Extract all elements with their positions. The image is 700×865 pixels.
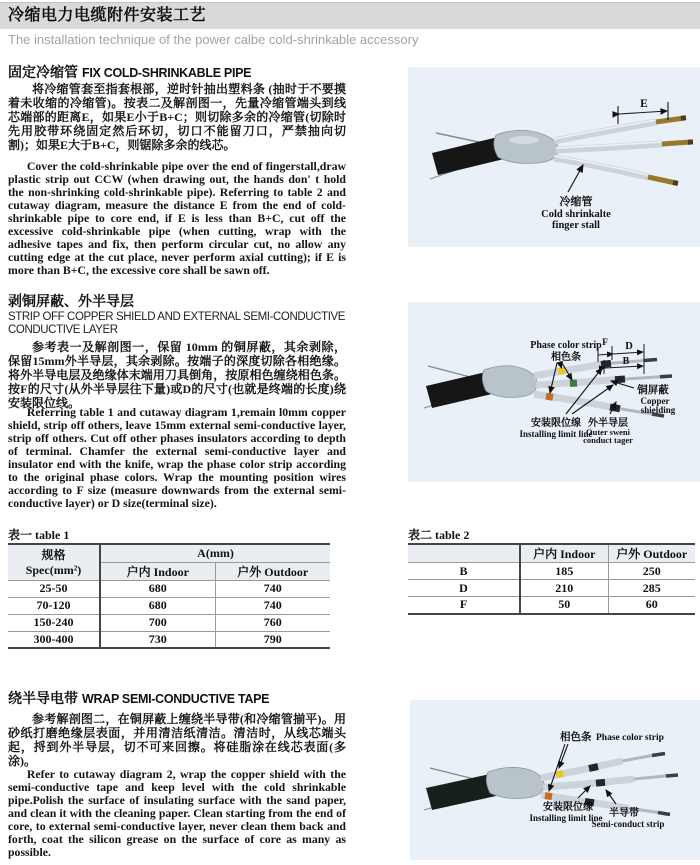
fingerstall-body <box>486 767 544 798</box>
section-fix-heading <box>8 62 251 82</box>
phase-label-zh: 相色条 <box>560 731 592 743</box>
cable-jacket <box>426 774 496 810</box>
table-row <box>408 580 695 597</box>
table-2 <box>408 543 695 615</box>
table1-cell: 730 <box>100 631 215 648</box>
fingerstall-body <box>482 366 537 398</box>
copper-label-en2: shielding <box>640 405 676 415</box>
table-row <box>408 597 695 614</box>
dim-b-label: B <box>622 356 630 367</box>
semi-label-en1: Outer sweni <box>586 427 630 437</box>
strip-heading-zh: 剥铜屏蔽、外半导层 <box>8 293 134 309</box>
table1-cell: 70-120 <box>8 597 100 614</box>
limit-label-en: Installing limit line <box>529 813 603 823</box>
phase-band-yellow <box>558 370 565 371</box>
core-mid-tip <box>662 142 691 144</box>
table-row <box>8 614 330 631</box>
strip-heading-en-line2: CONDUCTIVE LAYER <box>8 324 118 336</box>
dim-e-label: E <box>640 98 648 110</box>
section-wrap-heading <box>8 688 269 708</box>
table2-cell: 60 <box>608 597 695 614</box>
phase-band-yellow <box>556 774 563 775</box>
table1-cell: 150-240 <box>8 614 100 631</box>
table1-cell: 300-400 <box>8 631 100 648</box>
fingerstall-label-zh: 冷缩管 <box>559 196 593 208</box>
table2-header-indoor: 户内 Indoor <box>520 544 608 563</box>
core-top <box>554 122 656 141</box>
fix-heading-zh: 固定冷缩管 <box>8 64 78 80</box>
semi-label-zh: 外半导层 <box>588 418 628 429</box>
copper-label-zh: 铜屏蔽 <box>637 384 669 396</box>
limit-band-mid <box>615 379 625 380</box>
table2-label: 表二 table 2 <box>408 528 470 542</box>
phase-label-en: Phase color strip <box>530 340 602 351</box>
fix-body-en: Cover the cold-shrinkable pipe over the end of fingerstall,draw plastic strip out CCW (when drawing out, the hands don' t hold the non-shrinking cold-shrinkable pipe). Referring to table 2 and cutaway diagram, measure the distance E from the end of cold-shrinkable pipe to core end, if E is less than B+C, cut off the excessive cold-shrinkable pipe (when cutting, wrap with the adhesive tapes and fix, then perform circular cut, no allow any cutting edge at the cut place, never perform axial cutting); if E is more than B+C, the excessive core shall be sawn off. <box>8 159 346 277</box>
wrap-body-zh: 参考解剖图二，在铜屏蔽上缠绕半导带(和冷缩管揃平)。用砂纸打磨绝缘层表面，并用清洁纸清洁。清洁时，从线芯端头起，捋到外半导层，切不可来回擦。将硅脂涂在线芯表面(多涂)。 <box>8 712 346 768</box>
table1-cell: 740 <box>215 597 330 614</box>
table2-cell: B <box>408 563 520 580</box>
table1-cell: 700 <box>100 614 215 631</box>
semi-label-en2: conduct tager <box>583 435 633 445</box>
limit-label-en: Installing limit line <box>519 429 593 439</box>
table1-header-indoor: 户内 Indoor <box>100 562 215 580</box>
copper-label-en1: Copper <box>640 396 670 406</box>
core-mid <box>543 779 634 787</box>
semi-label-zh: 半导带 <box>609 808 639 819</box>
wrap-heading-zh: 绕半导电带 <box>8 690 78 706</box>
dimensions-fdb <box>598 344 644 374</box>
diagram1-illustration <box>408 67 700 247</box>
cable-photo <box>430 118 693 184</box>
section-strip-heading <box>8 291 346 337</box>
table1-header-a: A(mm) <box>100 544 330 562</box>
core-top <box>541 761 622 778</box>
strip-heading-en-line1: STRIP OFF COPPER SHIELD AND EXTERNAL SEMI-CONDUCTIVE <box>8 311 346 323</box>
table2-cell: D <box>408 580 520 597</box>
diagram3-illustration <box>410 700 700 860</box>
table1-cell: 790 <box>215 631 330 648</box>
table1-header-spec <box>8 544 100 580</box>
page-subtitle: The installation technique of the power calbe cold-shrinkable accessory <box>8 32 419 47</box>
semi-band-top <box>589 767 598 769</box>
dim-d-label: D <box>625 341 633 352</box>
table1-cell: 760 <box>215 614 330 631</box>
wrap-heading-en: WRAP SEMI-CONDUCTIVE TAPE <box>82 692 270 706</box>
table1-cell: 680 <box>100 580 215 597</box>
fingerstall-label-en1: Cold shrinkalte <box>541 209 611 220</box>
table-row <box>8 580 330 597</box>
table1-cell: 680 <box>100 597 215 614</box>
limit-band-bottom <box>610 407 620 409</box>
cutaway-diagram-1 <box>408 67 700 247</box>
fingerstall-callout <box>541 165 611 231</box>
table1-header-spec-zh: 规格 <box>41 548 66 563</box>
semi-label-en: Semi-conduct strip <box>591 819 665 829</box>
table2-cell: 185 <box>520 563 608 580</box>
fingerstall-body <box>494 130 558 163</box>
table2-cell: 50 <box>520 597 608 614</box>
limit-label-zh: 安装限位缐 <box>531 418 581 429</box>
phase-label-zh: 相色条 <box>551 352 581 363</box>
cable-photo <box>424 360 672 417</box>
core-bottom-tip <box>648 177 676 183</box>
limit-label-zh: 安装限位缐 <box>543 802 593 813</box>
table1-cell: 25-50 <box>8 580 100 597</box>
table2-cell: 210 <box>520 580 608 597</box>
page-title-bar <box>0 2 700 29</box>
table1-header-spec-en: Spec(mm²) <box>25 563 82 578</box>
wrap-body-en: Refer to cutaway diagram 2, wrap the copper shield with the semi-conductive tape and keep level with the cold shrinkable pipe.Polish the surface of insulating surface with the sand paper, and clean it with the cleaning paper. Clean starting from the end of core, to external semi-conductive layer, never clean them back and forth, coat the silicon grease on the surface of core as many as possible. <box>8 767 346 859</box>
table-1 <box>8 543 330 649</box>
semi-band-mid <box>596 782 605 783</box>
phase-label-en: Phase color strip <box>596 733 664 743</box>
strip-body-zh: 参考表一及解剖图一，保留 10mm 的铜屏蔽，其余剥除， 保留15mm外半导层，其余剥除。按端子的深度切除各相绝缘。将外半导电层及绝缘体末端用刀具倒角，按原相色缠绕相色条。按F的尺寸(从外半导层往下量)或D的尺寸(也就是终端的长度)绕安装限位线。 <box>8 340 346 410</box>
core-bottom <box>554 158 648 177</box>
table-row <box>8 631 330 648</box>
table1-cell: 740 <box>215 580 330 597</box>
phase-band-orange <box>546 396 553 397</box>
core-bottom <box>534 394 613 408</box>
semi-conduct-callout <box>592 790 665 829</box>
table-row <box>408 563 695 580</box>
cutaway-diagram-3 <box>410 700 700 860</box>
cutaway-diagram-2 <box>408 302 700 482</box>
table2-cell: 285 <box>608 580 695 597</box>
diagram2-illustration <box>408 302 700 482</box>
dim-f-label: F <box>602 338 608 348</box>
strip-body-en: Referring table 1 and cutaway diagram 1,remain l0mm copper shield, strip off others, leave 15mm external semi-conductive layer, strip off others. Cut off other phases insulators according to depth of terminal. Chamfer the external semi-conductive layer and insulator end with the knife, wrap the phase color strip according to the original phase colors. Wrap the mounting position wires according to F size (measure downwards from the external semi-conductive layer) or D size(terminal size). <box>8 405 346 510</box>
table2-cell: F <box>408 597 520 614</box>
phase-band-orange <box>545 796 552 797</box>
table1-label: 表一 table 1 <box>8 528 70 542</box>
table2-header-outdoor: 户外 Outdoor <box>608 544 695 563</box>
core-top-tip <box>656 118 684 122</box>
fix-heading-en: FIX COLD-SHRINKABLE PIPE <box>82 66 252 80</box>
table2-header-blank <box>408 544 520 563</box>
fingerstall-label-en2: finger stall <box>552 220 600 231</box>
limit-band-top <box>601 363 611 364</box>
fix-body-zh: 将冷缩管套至指套根部，逆时针抽出塑料条 (抽时于不要摸着未收缩的冷缩管)。按表二及解剖图一，先量冷缩管端头到线芯端部的距离E，如果E小于B+C；则切除多余的冷缩管(切除时先用胶带环绕固定然后环切，切口不能留刀口，严禁抽向切割)；如果E大于B+C，则锯除多余的线芯。 <box>8 82 346 152</box>
table2-cell: 250 <box>608 563 695 580</box>
table1-header-outdoor: 户外 Outdoor <box>215 562 330 580</box>
cable-jacket <box>432 137 504 175</box>
phase-band-green <box>570 383 577 384</box>
table-row <box>8 597 330 614</box>
page-title: 冷缩电力电缆附件安装工艺 <box>8 7 207 24</box>
